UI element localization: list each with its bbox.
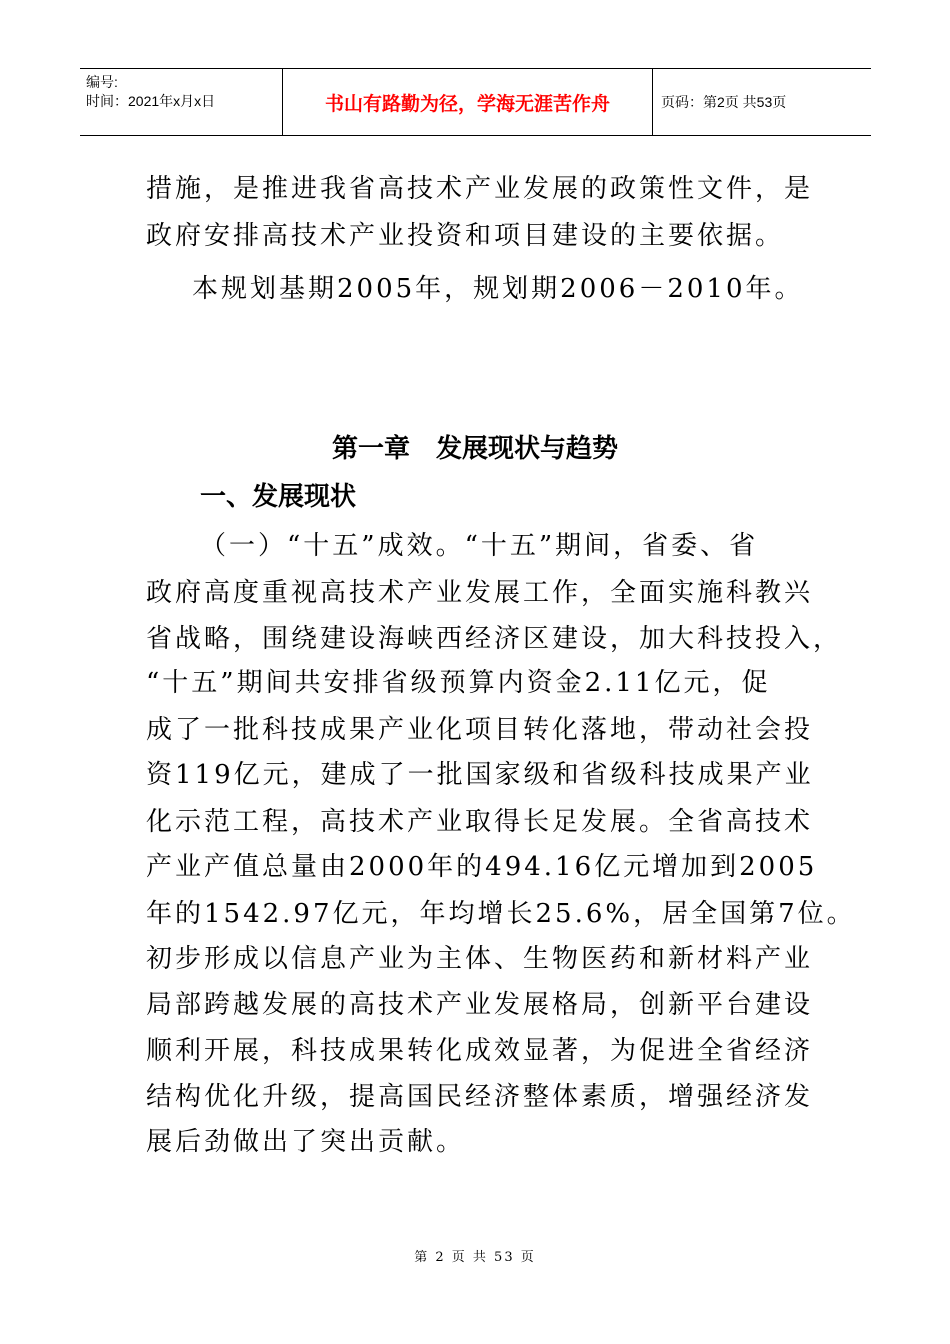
para-line-3: 省战略，围绕建设海峡西经济区建设，加大科技投入，: [146, 624, 843, 654]
para-line-11: 局部跨越发展的高技术产业发展格局，创新平台建设: [146, 990, 814, 1020]
page-header: [80, 68, 871, 136]
page-info: 页码：第2页 共53页: [661, 94, 787, 110]
para-line-2: 政府高度重视高技术产业发展工作，全面实施科教兴: [146, 578, 814, 608]
para-line-5: 成了一批科技成果产业化项目转化落地，带动社会投: [146, 715, 814, 745]
date-label: 时间：2021年x月x日: [86, 93, 216, 109]
para-line-12: 顺利开展，科技成果转化成效显著，为促进全省经济: [146, 1036, 814, 1066]
section-title: 一、发展现状: [200, 482, 357, 512]
para-line-1: （一）“十五”成效。“十五”期间，省委、省: [200, 531, 759, 561]
chapter-title: 第一章 发展现状与趋势: [331, 434, 618, 464]
motto-text: 书山有路勤为径，学海无涯苦作舟: [324, 92, 610, 115]
header-page-cell: [653, 69, 871, 135]
para-line-4: “十五”期间共安排省级预算内资金2.11亿元，促: [146, 668, 771, 698]
para-line-6: 资119亿元，建成了一批国家级和省级科技成果产业: [146, 760, 814, 790]
para-line-13: 结构优化升级，提高国民经济整体素质，增强经济发: [146, 1082, 814, 1112]
intro-line-2: 政府安排高技术产业投资和项目建设的主要依据。: [146, 221, 785, 251]
intro-line-3: 本规划基期2005年，规划期2006－2010年。: [192, 274, 804, 304]
para-line-8: 产业产值总量由2000年的494.16亿元增加到2005: [146, 852, 818, 882]
para-line-9: 年的1542.97亿元，年均增长25.6%，居全国第7位。: [146, 899, 856, 929]
doc-number-label: 编号:: [86, 74, 118, 90]
para-line-7: 化示范工程，高技术产业取得长足发展。全省高技术: [146, 807, 814, 837]
intro-line-1: 措施，是推进我省高技术产业发展的政策性文件，是: [146, 174, 814, 204]
header-motto-cell: [283, 69, 653, 135]
para-line-14: 展后劲做出了突出贡献。: [146, 1127, 466, 1157]
para-line-10: 初步形成以信息产业为主体、生物医药和新材料产业: [146, 944, 814, 974]
header-meta-cell: [80, 69, 283, 135]
page-footer: 第 2 页 共 53 页: [414, 1250, 536, 1265]
